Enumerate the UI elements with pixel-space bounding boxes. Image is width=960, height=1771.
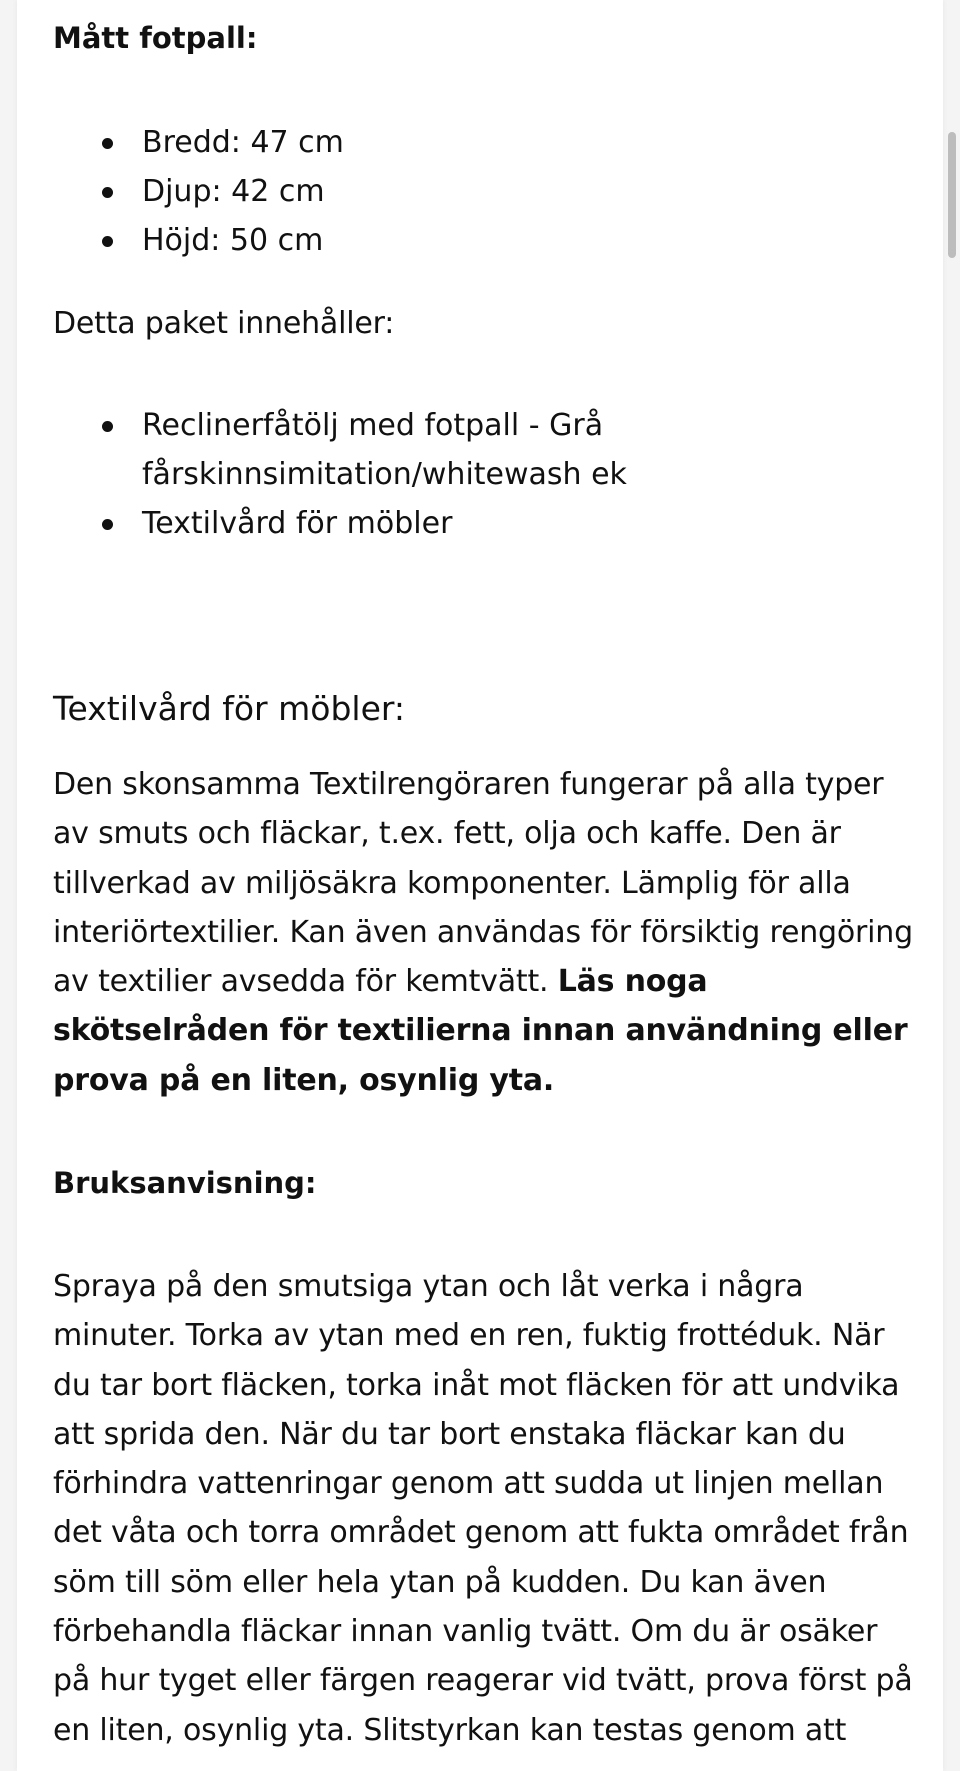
list-item: Höjd: 50 cm — [53, 216, 923, 265]
list-item — [53, 401, 923, 499]
list-item: Textilvård för möbler — [53, 499, 923, 548]
dimensions-list — [53, 118, 923, 265]
care-heading: Textilvård för möbler: — [53, 689, 405, 728]
package-list — [53, 401, 923, 548]
care-warning: Läs noga skötselråden för textilierna innan användning eller prova på en liten, osynlig yta. — [53, 964, 908, 1098]
package-intro: Detta paket innehåller: — [53, 306, 395, 341]
usage-heading: Bruksanvisning: — [53, 1166, 317, 1200]
package-item-name: Reclinerfåtölj med fotpall - Grå — [142, 408, 604, 443]
scrollbar-thumb[interactable] — [948, 132, 956, 258]
usage-description: Spraya på den smutsiga ytan och låt verka i några minuter. Torka av ytan med en ren, fuktig frottéduk. När du tar bort fläcken, torka inåt mot fläcken för att undvika att sprida den. När du tar bort enstaka fläckar kan du förhindra vattenringar genom att sudda ut linjen mellan det våta och torra området genom att fukta området från söm till söm eller hela ytan på kudden. Du kan även förbehandla fläckar innan vanlig tvätt. Om du är osäker på hur tyget eller färgen reagerar vid tvätt, prova först på en liten, osynlig yta. Slitstyrkan kan testas genom att — [53, 1269, 913, 1748]
package-item-variant: fårskinnsimitation/whitewash ek — [142, 457, 627, 492]
care-text: Den skonsamma Textilrengöraren fungerar på alla typer av smuts och fläckar, t.ex. fett, olja och kaffe. Den är tillverkad av miljösäkra komponenter. Lämplig för alla interiörtextilier. Kan även användas för försiktig rengöring av textilier avsedda för kemtvätt. — [53, 767, 913, 1000]
list-item: Djup: 42 cm — [53, 167, 923, 216]
dimensions-heading: Mått fotpall: — [53, 21, 258, 55]
list-item: Bredd: 47 cm — [53, 118, 923, 167]
care-description — [53, 760, 923, 1105]
product-description-page — [17, 0, 943, 1771]
